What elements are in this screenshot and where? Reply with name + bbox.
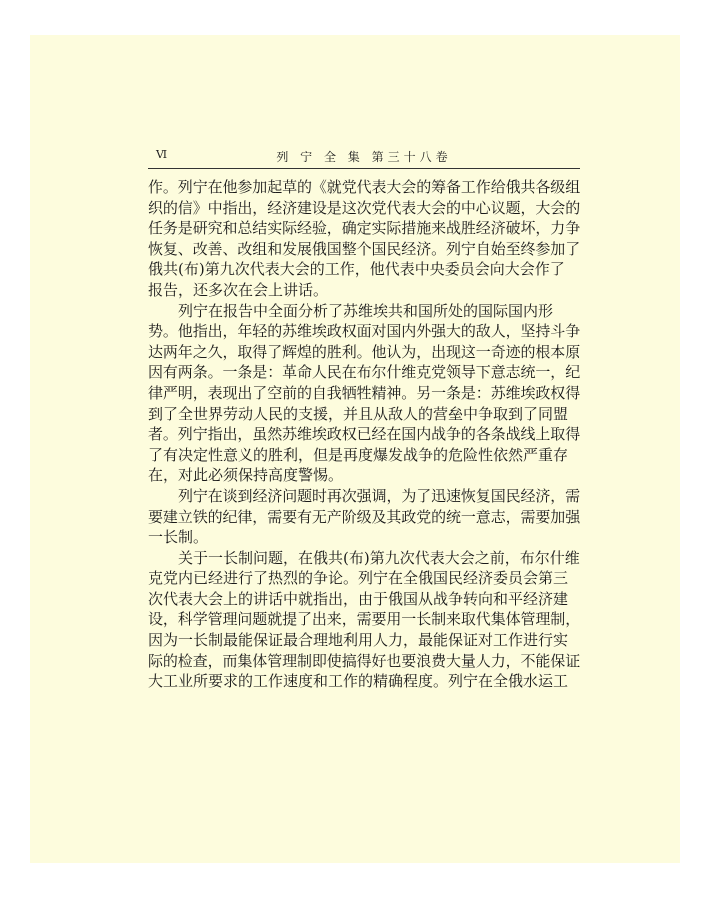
text-line: 俄共(布)第九次代表大会的工作，他代表中央委员会向大会作了 [148,260,565,279]
text-line: 者。列宁指出，虽然苏维埃政权已经在国内战争的各条战线上取得 [148,425,581,444]
body-text [148,177,580,692]
running-title: 列 宁 全 集 第三十八卷 [276,150,452,164]
text-line: 设，科学管理问题就提了出来，需要用一长制来取代集体管理制， [148,610,581,629]
paragraph-1 [148,177,580,301]
text-line: 恢复、改善、改组和发展俄国整个国民经济。列宁自始至终参加了 [148,239,581,258]
text-line: 因为一长制最能保证最合理地利用人力，最能保证对工作进行实 [148,631,569,650]
text-line: 要建立铁的纪律，需要有无产阶级及其政党的统一意志，需要加强 [148,507,581,526]
text-line: 际的检查，而集体管理制即使搞得好也要浪费大量人力，不能保证 [148,651,581,670]
text-line: 一长制。 [148,528,209,547]
paragraph-2 [148,301,580,486]
text-line: 在，对此必须保持高度警惕。 [148,466,344,485]
text-line: 了有决定性意义的胜利，但是再度爆发战争的危险性依然严重存 [148,445,569,464]
text-line: 次代表大会上的讲话中就指出，由于俄国从战争转向和平经济建 [148,589,569,608]
text-line: 到了全世界劳动人民的支援，并且从敌人的营垒中争取到了同盟 [148,404,569,423]
text-line: 报告，还多次在会上讲话。 [148,280,329,299]
text-line: 因有两条。一条是：革命人民在布尔什维克党领导下意志统一，纪 [148,363,581,382]
text-line: 律严明，表现出了空前的自我牺牲精神。另一条是：苏维埃政权得 [148,383,581,402]
page-header [148,148,580,166]
text-line: 达两年之久，取得了辉煌的胜利。他认为，出现这一奇迹的根本原 [148,342,581,361]
text-line: 势。他指出，年轻的苏维埃政权面对国内外强大的敌人，坚持斗争 [148,322,581,341]
header-rule [148,168,580,169]
text-line: 织的信》中指出，经济建设是这次党代表大会的中心议题，大会的 [148,198,581,217]
text-line: 列宁在谈到经济问题时再次强调，为了迅速恢复国民经济，需 [178,486,581,505]
text-line: 列宁在报告中全面分析了苏维埃共和国所处的国际国内形 [178,301,554,320]
page-number: Ⅵ [156,148,168,161]
text-line: 关于一长制问题，在俄共(布)第九次代表大会之前，布尔什维 [178,548,580,567]
text-line: 任务是研究和总结实际经验，确定实际措施来战胜经济破坏，力争 [148,219,581,238]
text-line: 作。列宁在他参加起草的《就党代表大会的筹备工作给俄共各级组 [148,178,581,196]
text-line: 大工业所要求的工作速度和工作的精确程度。列宁在全俄水运工 [148,672,569,691]
paragraph-4 [148,548,580,692]
text-line: 克党内已经进行了热烈的争论。列宁在全俄国民经济委员会第三 [148,569,569,588]
paragraph-3 [148,486,580,548]
